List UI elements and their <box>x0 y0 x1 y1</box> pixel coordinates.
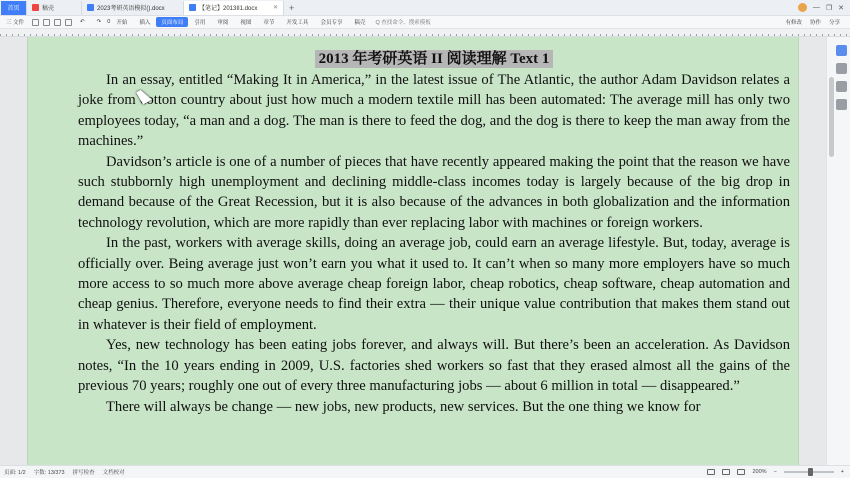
status-bar <box>0 465 850 478</box>
sidebar-style-icon[interactable] <box>836 63 847 74</box>
zoom-in-icon[interactable]: + <box>840 469 844 475</box>
zoom-level[interactable]: 200% <box>752 469 767 475</box>
share-button[interactable]: 分享 <box>828 20 840 26</box>
sidebar-tool-icon[interactable] <box>836 45 847 56</box>
page-indicator[interactable]: 页面: 1/2 <box>4 470 26 476</box>
zoom-slider[interactable] <box>784 471 834 473</box>
menu-section[interactable]: 章节 <box>263 20 275 26</box>
sidebar-select-icon[interactable] <box>836 81 847 92</box>
tab-document-2[interactable] <box>184 1 284 15</box>
spell-check[interactable]: 拼写检查 <box>72 470 95 476</box>
sidebar-navigate-icon[interactable] <box>836 99 847 110</box>
redo-icon[interactable]: ↷ <box>96 19 102 25</box>
paragraph: There will always be change — new jobs, new products, new services. But the one thing we know for <box>106 398 701 415</box>
menu-developer[interactable]: 开发工具 <box>286 20 309 26</box>
app-icon <box>32 4 39 11</box>
file-menu[interactable]: 三 文件 <box>6 20 25 26</box>
word-doc-icon <box>189 4 196 11</box>
page-view-icon[interactable] <box>722 469 730 475</box>
paragraph: In the past, workers with average skills, doing an average job, could earn an average lifestyle. But, today, average is officially over. Being average just won’t earn you what it used to. It can’t when so many more employers have so much more access to so much more above average cheap foreign labor, cheap robotics, cheap software, cheap automation and cheap genius. Therefore, everyone needs to find their extra — their unique value contribution that makes them stand out in whatever is their field of employment. <box>78 235 790 333</box>
menu-page-layout[interactable]: 页面布局 <box>156 17 188 27</box>
minimize-icon[interactable]: — <box>812 4 820 11</box>
menu-review[interactable]: 审阅 <box>217 20 229 26</box>
preview-icon[interactable] <box>65 19 72 26</box>
document-title <box>78 49 790 70</box>
word-doc-icon <box>87 4 94 11</box>
menu-bar <box>0 16 850 29</box>
horizontal-ruler[interactable] <box>0 29 850 37</box>
command-search-text: Q 查找命令、搜索模板 <box>375 20 431 26</box>
tab-bar <box>0 0 850 16</box>
document-body[interactable] <box>78 49 790 417</box>
tab-stash[interactable] <box>27 1 82 15</box>
menu-stash[interactable]: 稿壳 <box>354 20 366 26</box>
document-title-text: 2013 年考研英语 II 阅读理解 Text 1 <box>315 50 554 68</box>
close-tab-icon[interactable]: ✕ <box>272 5 278 11</box>
tab-label: 【笔记】2013II1.docx <box>199 6 258 12</box>
menu-home[interactable]: 开始 <box>116 20 128 26</box>
undo-icon[interactable]: ↶ <box>80 19 85 25</box>
tab-label: 稿壳 <box>42 6 55 12</box>
scrollbar-thumb[interactable] <box>829 77 834 157</box>
reading-mode-icon[interactable] <box>707 469 715 475</box>
menu-view[interactable]: 视图 <box>240 20 252 26</box>
zoom-slider-knob[interactable] <box>808 468 813 476</box>
tab-document-1[interactable] <box>82 1 184 15</box>
word-count[interactable]: 字数: 13/373 <box>33 470 65 476</box>
close-window-icon[interactable]: ✕ <box>838 4 844 12</box>
menu-references[interactable]: 引用 <box>194 20 206 26</box>
menu-insert[interactable]: 插入 <box>139 20 151 26</box>
save-icon[interactable] <box>32 19 39 26</box>
menu-member[interactable]: 会员专享 <box>320 20 343 26</box>
paragraph: Davidson’s article is one of a number of pieces that have recently appeared making the point that the reason we have such stubbornly high unemployment and declining middle-class incomes today is largely because of the big drop in demand because of the Great Recession, but it is also because of the advances in both globalization and the information technology revolution, which are more rapidly than ever replacing labor with machines or foreign workers. <box>78 153 790 231</box>
undo-count: 0 <box>107 19 111 25</box>
document-workspace <box>0 37 826 465</box>
collaborate-button[interactable]: 协作 <box>809 20 821 26</box>
window-controls <box>798 3 850 12</box>
print-icon[interactable] <box>54 19 61 26</box>
web-view-icon[interactable] <box>737 469 745 475</box>
maximize-icon[interactable]: ❐ <box>825 4 833 12</box>
menu-right-actions <box>785 18 850 26</box>
tab-label: 2023考研英语模拟().docx <box>97 6 165 12</box>
paragraph: Yes, new technology has been eating jobs forever, and always will. But there’s been an acceleration. As Davidson notes, “In the 10 years ending in 2009, U.S. factories shed workers so fast that they erased almost all the gains of the previous 70 years; roughly one out of every three manufacturing jobs — about 6 million in total — disappeared.” <box>78 337 790 395</box>
document-proofread[interactable]: 文档校对 <box>102 470 125 476</box>
tab-home[interactable] <box>1 1 27 15</box>
right-sidebar <box>826 37 850 465</box>
zoom-out-icon[interactable]: − <box>773 469 777 475</box>
open-icon[interactable] <box>43 19 50 26</box>
status-right <box>707 469 850 475</box>
avatar[interactable] <box>798 3 807 12</box>
modified-status[interactable]: 有修改 <box>785 20 802 26</box>
tab-home-label: 首页 <box>7 6 20 12</box>
new-tab-button[interactable]: + <box>289 2 295 13</box>
command-search[interactable] <box>375 18 430 26</box>
paragraph: In an essay, entitled “Making It in America,” in the latest issue of The Atlantic, the author Adam Davidson relates a joke from cotton country about just how much a modern textile mill has been automated: The average mill has only two employees today, “a man and a dog. The man is there to feed the dog, and the dog is there to keep the man away from the machines.” <box>78 72 790 150</box>
